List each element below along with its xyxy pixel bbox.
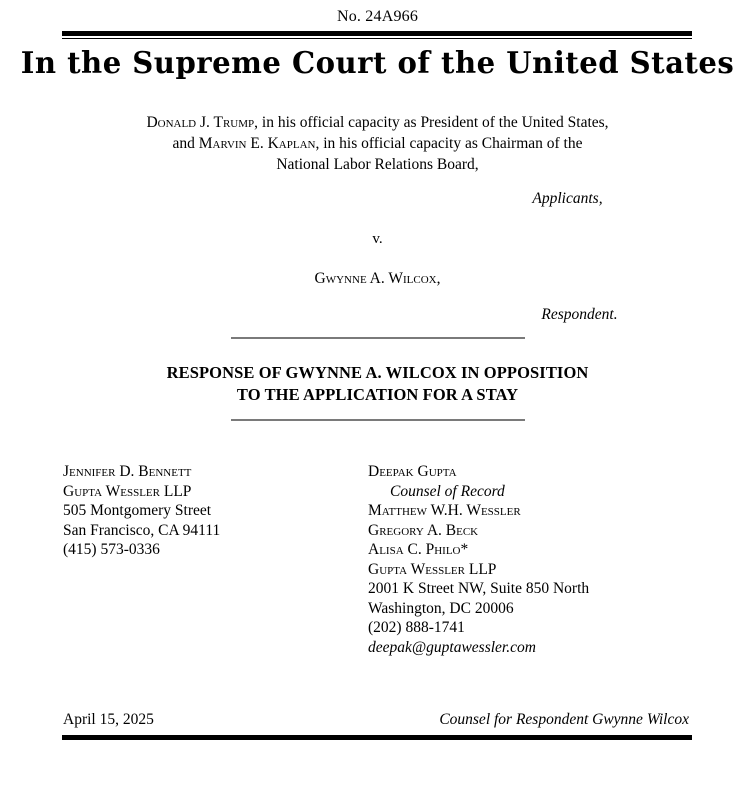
top-double-rule <box>62 31 692 39</box>
counsel-right-name: Deepak Gupta <box>368 463 457 480</box>
brief-title-line-1: RESPONSE OF GWYNNE A. WILCOX IN OPPOSITION <box>166 363 589 382</box>
counsel-right-phone: (202) 888-1741 <box>368 619 465 636</box>
counsel-left-address-2: San Francisco, CA 94111 <box>63 521 221 539</box>
counsel-right-firm: Gupta Wessler LLP <box>368 560 497 578</box>
divider-rule-lower <box>231 419 525 421</box>
applicant-name-kaplan: Marvin E. Kaplan <box>198 135 316 152</box>
counsel-of-record-label: Counsel of Record <box>390 482 505 500</box>
caption-line-1 <box>105 112 650 133</box>
applicants-role-label: Applicants, <box>532 190 603 207</box>
bottom-rule <box>62 735 692 740</box>
page-footer <box>63 711 693 729</box>
brief-title <box>0 362 755 406</box>
counsel-right-email[interactable]: deepak@guptawessler.com <box>368 638 536 656</box>
counsel-block-right <box>368 462 698 657</box>
respondent-name: Gwynne A. Wilcox, <box>314 270 441 287</box>
counsel-signature-line: Counsel for Respondent Gwynne Wilcox <box>439 711 689 728</box>
court-title: In the Supreme Court of the United States <box>20 46 735 81</box>
versus-label: v. <box>372 231 383 247</box>
top-rule-thin <box>62 38 692 39</box>
caption-line-3: National Labor Relations Board, <box>276 156 479 173</box>
top-rule-thick <box>62 31 692 36</box>
caption-line-2-rest: , in his official capacity as Chairman of the <box>315 135 583 152</box>
case-caption <box>105 112 650 175</box>
counsel-right-address-2: Washington, DC 20006 <box>368 599 514 617</box>
counsel-left-firm: Gupta Wessler LLP <box>63 482 192 500</box>
counsel-block-left <box>63 462 353 560</box>
caption-line-1-rest: , in his official capacity as President of the United States, <box>254 114 609 131</box>
counsel-right-address-1: 2001 K Street NW, Suite 850 North <box>368 580 590 597</box>
divider-rule-upper <box>231 337 525 339</box>
docket-number: No. 24A966 <box>336 8 419 25</box>
counsel-right-attorney-2: Matthew W.H. Wessler <box>368 502 521 519</box>
counsel-left-name: Jennifer D. Bennett <box>63 463 192 480</box>
applicant-name-trump: Donald J. Trump <box>146 114 255 131</box>
brief-title-line-2: TO THE APPLICATION FOR A STAY <box>236 385 519 404</box>
caption-line-2 <box>105 133 650 154</box>
counsel-left-address-1: 505 Montgomery Street <box>63 502 212 519</box>
counsel-left-phone: (415) 573-0336 <box>63 541 160 558</box>
caption-line-2-prefix: and <box>172 135 199 152</box>
filing-date: April 15, 2025 <box>63 711 154 728</box>
counsel-right-attorney-4: Alisa C. Philo* <box>368 541 469 558</box>
counsel-right-attorney-3: Gregory A. Beck <box>368 521 479 539</box>
respondent-role-label: Respondent. <box>541 306 618 323</box>
